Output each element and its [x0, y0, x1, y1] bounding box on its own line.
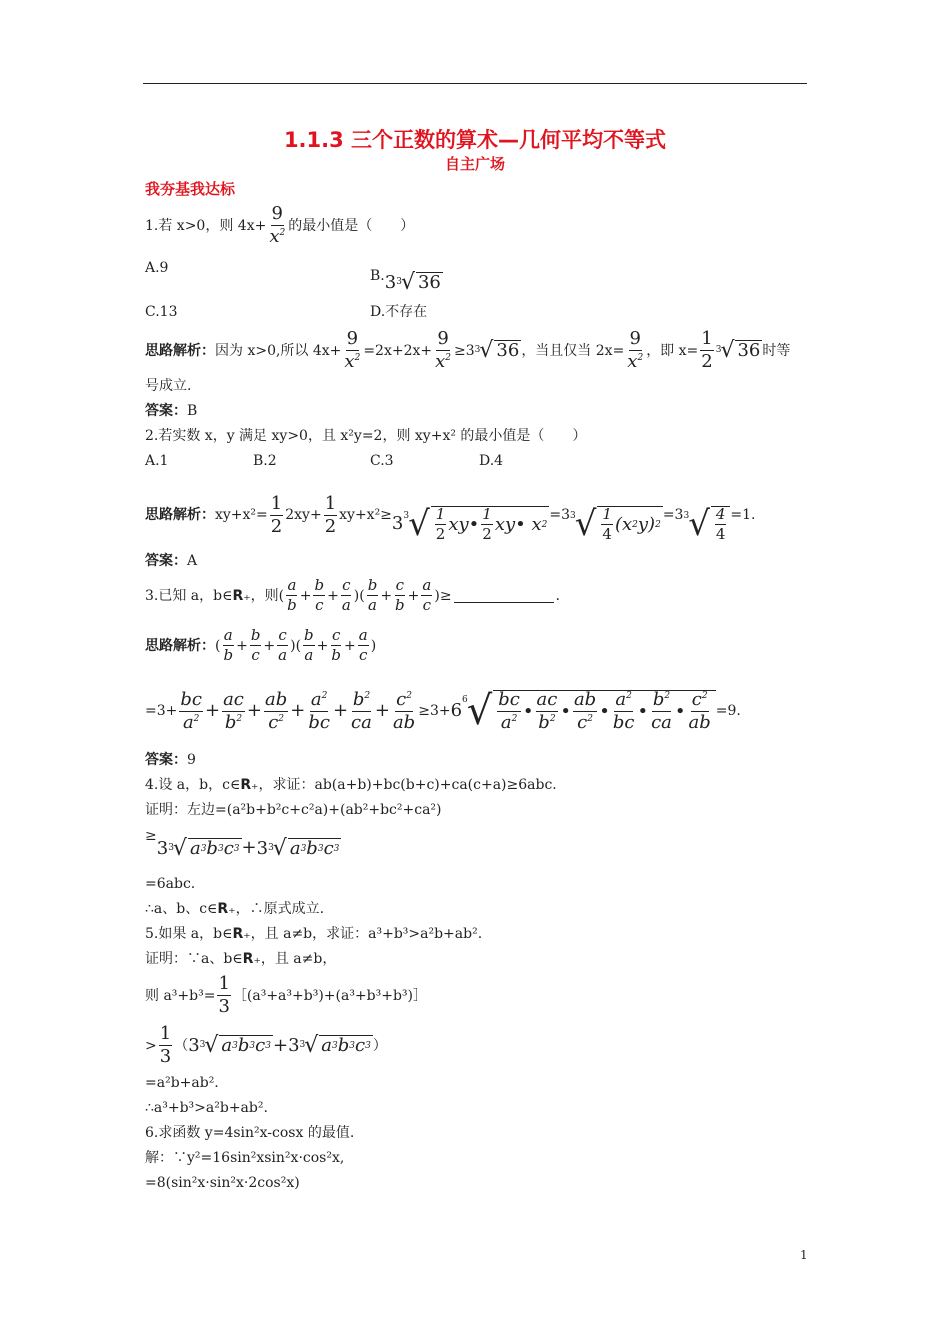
page-subtitle: 自主广场	[444, 155, 505, 173]
q4-proof: 证明：左边=(a²b+b²c+c²a)+(ab²+bc²+ca²)	[145, 802, 442, 818]
q2-radical-2: 3 √ $\frac{1}{4}$ (x 2 y) 2	[570, 504, 661, 544]
page-title: 1.1.3 三个正数的算术—几何平均不等式	[283, 128, 667, 152]
q1-option-d: D.不存在	[370, 304, 428, 320]
q1-analysis-cont: 号成立.	[145, 378, 192, 394]
q1-answer: 答案： B	[145, 403, 198, 419]
q4-conclusion: ∴a、b、c∈ R ₊，∴原式成立.	[145, 901, 325, 917]
q4-result: =6abc.	[145, 876, 196, 892]
q5-proof: 证明：∵a、b∈ R ₊，且 a≠b，	[145, 951, 337, 967]
section-heading: 我夯基我达标	[145, 180, 236, 198]
q3-answer-blank	[454, 588, 554, 603]
q1-fraction: $\frac{9}{x^2}$	[269, 203, 286, 247]
q2-option-a: A.1	[145, 453, 169, 469]
q2-option-b: B.2	[253, 453, 277, 469]
q3-analysis: 思路解析： ( $\frac{a}{b}$ + $\frac{b}{c}$ + $\frac{c}{a}$ )( $\frac{b}{a}$ + $\frac{c}{b}$ + $\frac{a}{c}$ )	[145, 626, 377, 664]
q5-proof-step1: 则 a³+b³= $\frac{1}{3}$ ［(a³+a³+b³)+(a³+b³+b³)］	[145, 973, 428, 1017]
q1-stem: 1.若 x>0，则 4x+ $\frac{9}{x^2}$ 的最小值是（ ）	[145, 203, 415, 247]
q2-answer: 答案： A	[145, 553, 198, 569]
q3-analysis-line2: =3+ $\frac{bc}{a^2}$ + $\frac{ac}{b^2}$ + $\frac{ab}{c^2}$ + $\frac{a^2}{bc}$ + $\frac{b^2}{ca}$ + $\frac{c^2}{ab}$ ≥3+ 6 6 √ $\frac{bc}{a^2}$ • $\frac{ac}{b^2}$ • $\frac{ab}{c^2}$ • $\frac{a^2}{bc}$ • $\frac{b^2}{ca}$ • $\frac{c^2}{ab}$ =9.	[145, 688, 741, 734]
q4-proof-step: ≥ 3 3 √ a 3 b 3 c 3 + 3 3 √ a 3 b 3 c 3	[145, 828, 340, 861]
q2-stem: 2.若实数 x，y 满足 xy>0，且 x²y=2，则 xy+x² 的最小值是（ ）	[145, 428, 587, 444]
page-number: 1	[800, 1248, 808, 1262]
q2-option-c: C.3	[370, 453, 394, 469]
q1-analysis: 思路解析： 因为 x>0,所以 4x+ $\frac{9}{x^2}$ =2x+2x+ $\frac{9}{x^2}$ ≥3 3 √ 36 ，当且仅当 2x= $\frac{9}{x^2}$ ，即 x= $\frac{1}{2}$ 3 √ 36 时等	[145, 328, 791, 372]
q5-stem: 5.如果 a，b∈ R ₊，且 a≠b，求证：a³+b³>a²b+ab².	[145, 926, 483, 942]
q3-stem: 3.已知 a，b∈ R ₊，则 ( $\frac{a}{b}$ + $\frac{b}{c}$ + $\frac{c}{a}$ )( $\frac{b}{a}$ + $\frac{c}{b}$ + $\frac{a}{c}$ ) ≥ .	[145, 576, 560, 614]
q5-proof-step2: > $\frac{1}{3}$ （ 3 3 √ a 3 b 3 c 3 + 3 3 √ a 3 b 3 c 3 ）	[145, 1023, 387, 1067]
q2-option-d: D.4	[479, 453, 504, 469]
q3-answer: 答案： 9	[145, 752, 196, 768]
q1-option-a: A.9	[145, 260, 169, 276]
q2-analysis: 思路解析： xy+x²= $\frac{1}{2}$ 2xy+ $\frac{1}{2}$ xy+x²≥ 3 3 √ $\frac{1}{2}$ xy• $\frac{1}{2}$ xy• x 2 =3 3 √ $\frac{1}{4}$ (x 2 y) 2 =3 3 √ $\frac{4}{4}$ =1.	[145, 492, 756, 544]
q6-stem: 6.求函数 y=4sin²x-cosx 的最值.	[145, 1125, 355, 1141]
q5-conclusion: ∴a³+b³>a²b+ab².	[145, 1100, 268, 1116]
header-rule	[143, 83, 807, 84]
q1-option-b: B. 3 3 √ 36	[370, 267, 441, 295]
q4-stem: 4.设 a，b，c∈ R ₊，求证：ab(a+b)+bc(b+c)+ca(c+a)≥6abc.	[145, 777, 557, 793]
q1-option-c: C.13	[145, 304, 178, 320]
q6-solution-line2: =8(sin²x·sin²x·2cos²x)	[145, 1175, 300, 1191]
q2-radical-3: 3 √ $\frac{4}{4}$	[683, 506, 730, 542]
q1-option-b-radical: 3 3 √ 36	[384, 269, 441, 295]
q2-radical-1: 3 3 √ $\frac{1}{2}$ xy• $\frac{1}{2}$ xy• x 2	[391, 504, 548, 544]
q3-radical: 6 6 √ $\frac{bc}{a^2}$ • $\frac{ac}{b^2}$ • $\frac{ab}{c^2}$ • $\frac{a^2}{bc}$ • $\frac{b^2}{ca}$ • $\frac{c^2}{ab}$	[451, 690, 716, 732]
q5-result: =a²b+ab².	[145, 1075, 219, 1091]
q6-solution-line1: 解：∵y²=16sin²xsin²x·cos²x,	[145, 1150, 345, 1166]
